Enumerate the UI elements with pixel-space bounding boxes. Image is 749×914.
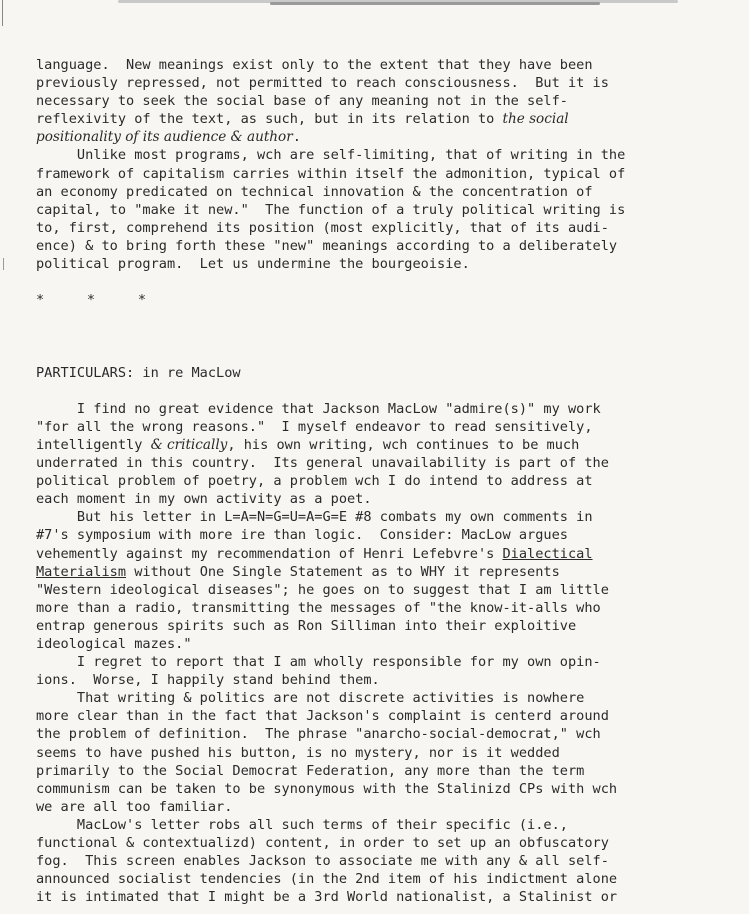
underlined-title: Materialism [36,563,127,580]
text-line: we are all too familiar. [36,798,233,815]
text-line: intelligently & critically, his own writing, wch continues to be much [36,436,580,453]
text-line: political program. Let us undermine the bourgeoisie. [36,256,470,273]
text-line: functional & contextualizd) content, in order to set up an obfuscatory [36,835,609,852]
text-line: "Western ideological diseases"; he goes on to suggest that I am little [36,581,609,598]
text-line: it is intimated that I might be a 3rd World nationalist, a Stalinist or [36,889,618,906]
italic-phrase: the social [502,111,569,128]
paragraph-start-line: I find no great evidence that Jackson MacLow "admire(s)" my work [36,400,601,417]
text-line: reflexivity of the text, as such, but in its relation to the social [36,111,569,128]
text-line: announced socialist tendencies (in the 2nd item of his indictment alone [36,871,618,888]
typescript-page [36,56,726,906]
scan-edge-mark [3,258,4,270]
text-line: necessary to seek the social base of any meaning not in the self- [36,93,568,110]
paragraph-start-line: I regret to report that I am wholly responsible for my own opin- [36,654,601,671]
text-line: vehemently against my recommendation of Henri Lefebvre's Dialectical [36,545,593,562]
page-top-edge [0,0,749,8]
text-line: ence) & to bring forth these "new" meanings according to a deliberately [36,237,618,254]
italic-phrase: positionality of its audience & author [36,129,293,146]
underlined-title: Dialectical [502,545,593,562]
scan-corner-mark [2,0,7,26]
paragraph-start-line: Unlike most programs, wch are self-limiting, that of writing in the [36,147,626,164]
text-line: communism can be taken to be synonymous with the Stalinizd CPs with wch [36,780,618,797]
paragraph-start-line: That writing & politics are not discrete activities is nowhere [36,690,585,707]
text-line: seems to have pushed his button, is no mystery, nor is it wedded [36,744,560,761]
text-line: previously repressed, not permitted to reach consciousness. But it is [36,75,609,92]
text-line: "for all the wrong reasons." I myself endeavor to read sensitively, [36,418,593,435]
section-heading: PARTICULARS: in re MacLow [36,364,241,381]
text-line: to, first, comprehend its position (most explicitly, that of its audi- [36,219,609,236]
text-line: framework of capitalism carries within itself the admonition, typical of [36,165,626,182]
text-line: Materialism without One Single Statement as to WHY it represents [36,563,560,580]
text-line: fog. This screen enables Jackson to associate me with any & all self- [36,853,609,870]
text-line: ideological mazes." [36,636,192,652]
text-line: language. New meanings exist only to the extent that they have been [36,57,593,73]
text-line: each moment in my own activity as a poet. [36,491,372,508]
text-line: entrap generous spirits such as Ron Silliman into their exploitive [36,617,577,634]
text-line: primarily to the Social Democrat Federation, any more than the term [36,762,585,779]
text-line: more than a radio, transmitting the messages of "the know-it-alls who [36,599,601,616]
section-divider-asterisks: * * * [36,292,149,309]
paragraph-start-line: But his letter in L=A=N=G=U=A=G=E #8 combats my own comments in [36,509,593,526]
text-line: positionality of its audience & author. [36,129,301,146]
text-line: the problem of definition. The phrase "anarcho-social-democrat," wch [36,726,601,743]
text-line: capital, to "make it new." The function of a truly political writing is [36,201,626,218]
text-line: ions. Worse, I happily stand behind them. [36,672,380,689]
text-line: an economy predicated on technical innovation & the concentration of [36,183,593,200]
text-line: political problem of poetry, a problem wch I do intend to address at [36,473,593,490]
text-line: more clear than in the fact that Jackson's complaint is centerd around [36,708,609,725]
text-line: underrated in this country. Its general unavailability is part of the [36,455,609,472]
paragraph-start-line: MacLow's letter robs all such terms of their specific (i.e., [36,816,568,833]
text-line: #7's symposium with more ire than logic. Consider: MacLow argues [36,527,568,544]
scan-edge-shadow [270,2,600,5]
italic-phrase: & critically [150,436,228,453]
